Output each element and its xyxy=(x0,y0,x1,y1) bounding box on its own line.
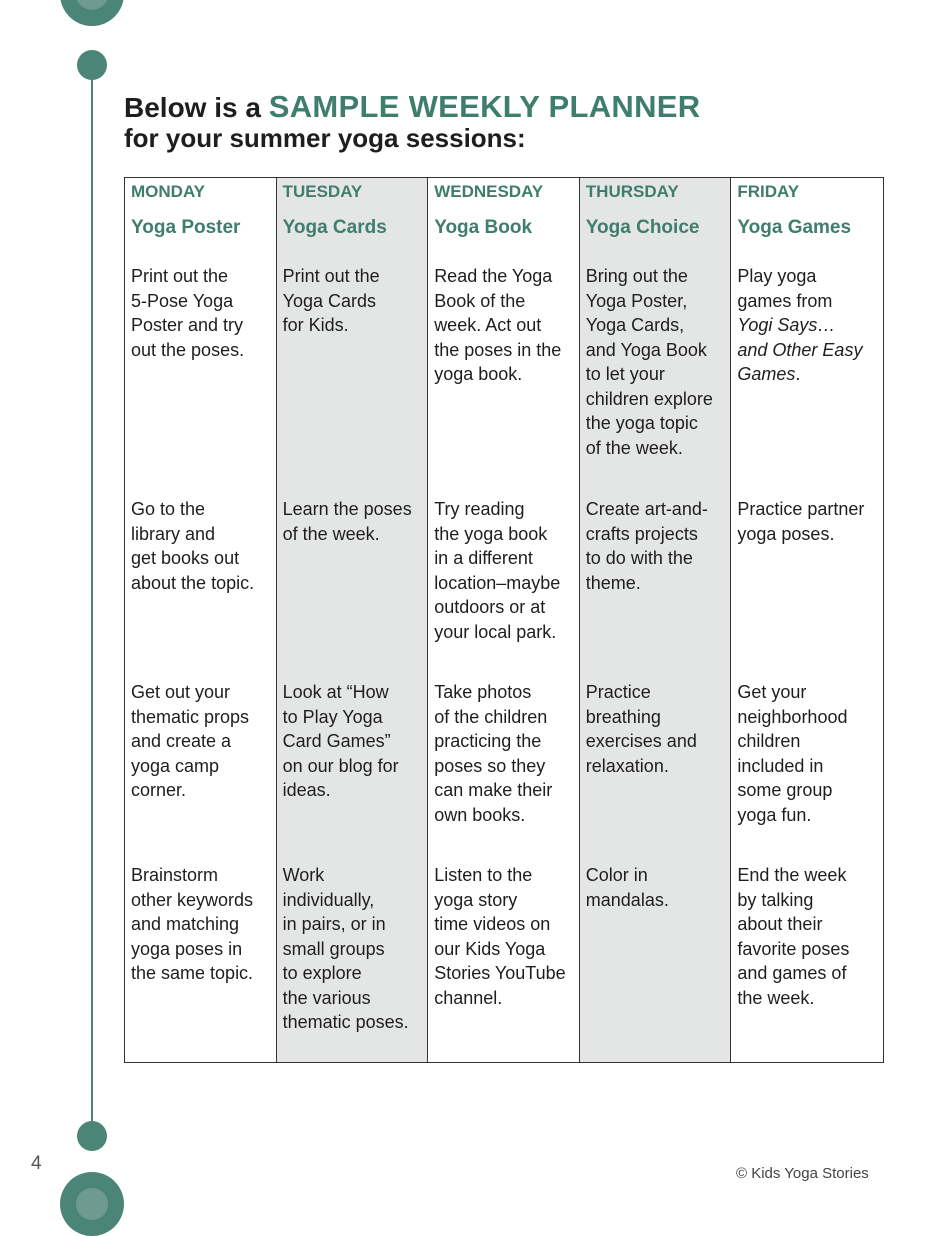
day-header: TUESDAY xyxy=(282,182,363,201)
planner-cell: Color in mandalas. xyxy=(585,865,669,910)
day-header: FRIDAY xyxy=(737,182,800,201)
heading-prefix: Below is a xyxy=(124,92,269,123)
planner-cell: Look at “How to Play Yoga Card Games” on our blog for ideas. xyxy=(282,682,399,800)
games-intro: Play yoga games from xyxy=(737,266,833,311)
planner-cell: Bring out the Yoga Poster, Yoga Cards, and Yoga Book to let your children explore the yoga topic of the week. xyxy=(585,266,713,458)
page-heading xyxy=(124,90,700,151)
planner-cell: Brainstorm other keywords and matching yoga poses in the same topic. xyxy=(131,865,254,983)
planner-cell: Take photos of the children practicing the poses so they can make their own books. xyxy=(434,682,553,825)
column-wednesday xyxy=(428,178,580,1062)
planner-cell: Print out the 5-Pose Yoga Poster and try out the poses. xyxy=(131,266,245,360)
page-number: 4 xyxy=(31,1153,42,1174)
planner-cell: Practice partner yoga poses. xyxy=(737,499,865,544)
day-header: THURSDAY xyxy=(585,182,679,201)
activity-type: Yoga Games xyxy=(737,217,852,238)
heading-line-1 xyxy=(124,90,700,125)
planner-cell: Learn the poses of the week. xyxy=(282,499,412,544)
games-end: . xyxy=(795,364,801,384)
column-monday xyxy=(125,178,277,1062)
timeline-dot-top xyxy=(77,50,107,80)
planner-cell: Practice breathing exercises and relaxation. xyxy=(585,682,697,776)
activity-type: Yoga Book xyxy=(434,217,533,238)
planner-cell: Get your neighborhood children included in some group yoga fun. xyxy=(737,682,848,825)
activity-type: Yoga Poster xyxy=(131,217,241,238)
heading-accent: SAMPLE WEEKLY PLANNER xyxy=(268,89,701,124)
decorative-circle-top xyxy=(60,0,124,26)
planner-cell: End the week by talking about their favorite poses and games of the week. xyxy=(737,865,850,1008)
copyright: © Kids Yoga Stories xyxy=(736,1165,869,1182)
day-header: MONDAY xyxy=(131,182,205,201)
day-header: WEDNESDAY xyxy=(434,182,544,201)
planner-cell: Print out the Yoga Cards for Kids. xyxy=(282,266,380,335)
decorative-timeline xyxy=(91,64,93,1136)
activity-type: Yoga Choice xyxy=(585,217,700,238)
planner-cell: Go to the library and get books out about the topic. xyxy=(131,499,255,593)
planner-cell: Try reading the yoga book in a different location–maybe outdoors or at your local park. xyxy=(434,499,561,642)
column-thursday xyxy=(580,178,732,1062)
weekly-planner-table xyxy=(124,177,884,1063)
planner-cell: Create art-and- crafts projects to do with the theme. xyxy=(585,499,708,593)
activity-type: Yoga Cards xyxy=(282,217,387,238)
planner-cell: Read the Yoga Book of the week. Act out the poses in the yoga book. xyxy=(434,266,562,384)
timeline-dot-bottom xyxy=(77,1121,107,1151)
planner-cell: Get out your thematic props and create a yoga camp corner. xyxy=(131,682,250,800)
column-tuesday xyxy=(277,178,429,1062)
planner-cell-games xyxy=(737,264,883,387)
games-book-title: Yogi Says… and Other Easy Games xyxy=(737,315,863,384)
planner-cell: Work individually, in pairs, or in small groups to explore the various thematic poses. xyxy=(282,865,409,1032)
planner-cell: Listen to the yoga story time videos on our Kids Yoga Stories YouTube channel. xyxy=(434,865,566,1008)
decorative-circle-bottom xyxy=(60,1172,124,1236)
heading-line-2: for your summer yoga sessions: xyxy=(124,123,526,153)
column-friday xyxy=(731,178,883,1062)
